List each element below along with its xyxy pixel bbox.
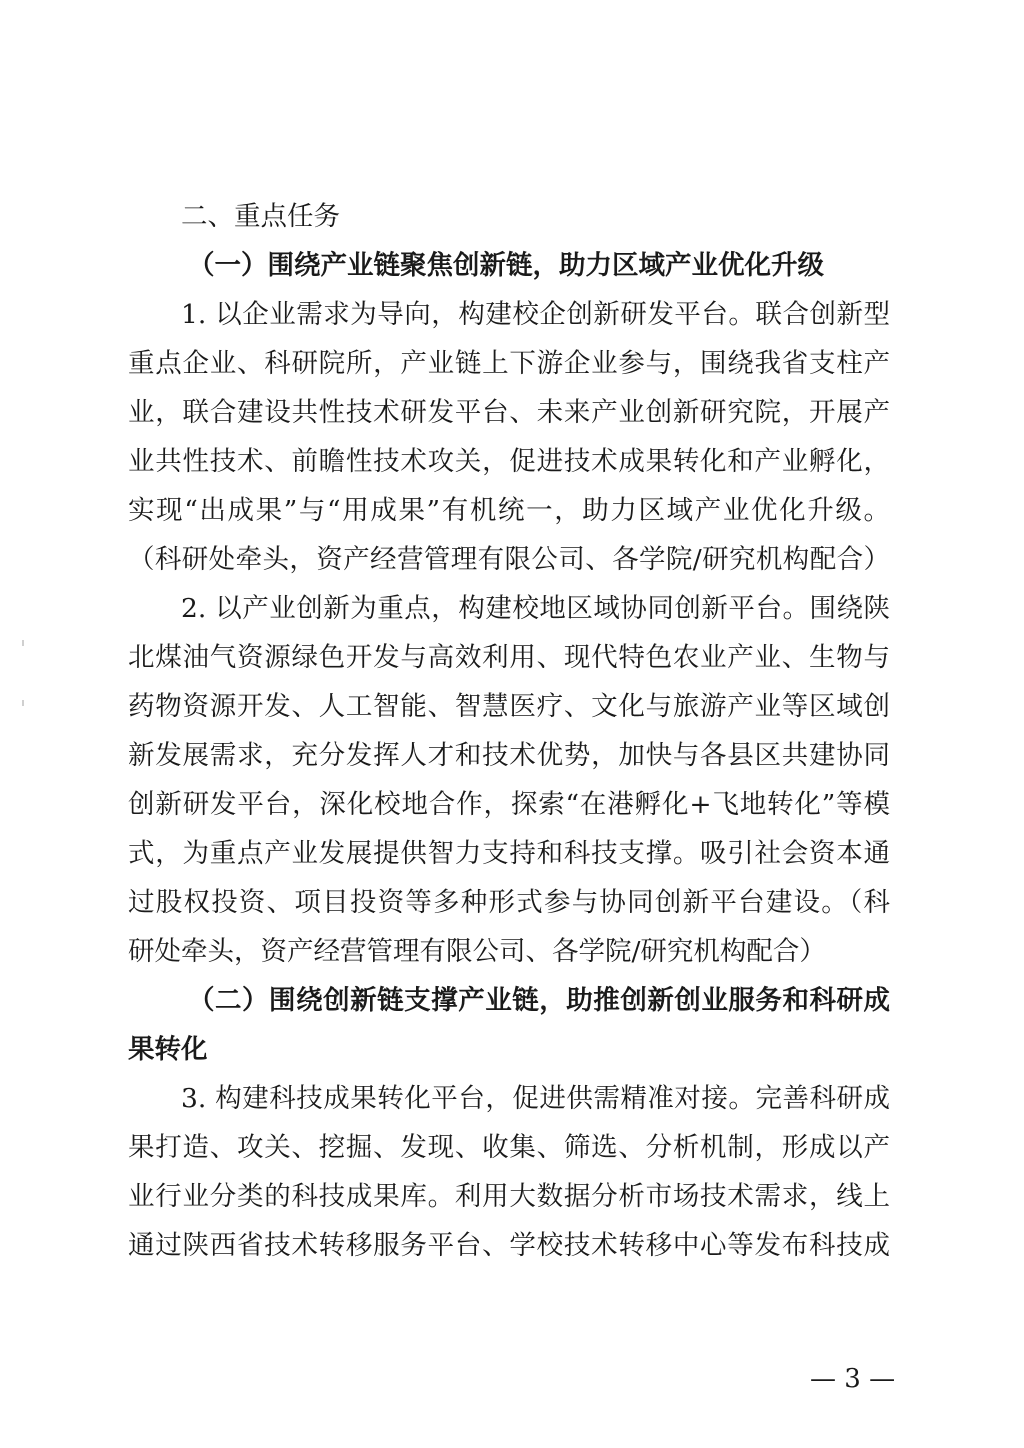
paragraph-line: 新发展需求，充分发挥人才和技术优势，加快与各县区共建协同 [128, 740, 890, 771]
paragraph-item-2 [128, 584, 890, 976]
paragraph-line: 研处牵头，资产经营管理有限公司、各学院/研究机构配合） [128, 936, 826, 967]
heading-line: （二）围绕创新链支撑产业链，助推创新创业服务和科研成 [188, 985, 890, 1016]
page-number: — 3 — [810, 1364, 896, 1394]
subsection-heading-2 [128, 976, 890, 1074]
paragraph-line: 果打造、攻关、挖掘、发现、收集、筛选、分析机制，形成以产 [128, 1132, 890, 1163]
paragraph-line: 业共性技术、前瞻性技术攻关，促进技术成果转化和产业孵化， [128, 446, 890, 477]
paragraph-line: 北煤油气资源绿色开发与高效利用、现代特色农业产业、生物与 [128, 642, 890, 673]
section-heading: 二、重点任务 [181, 201, 340, 232]
paragraph-line: 通过陕西省技术转移服务平台、学校技术转移中心等发布科技成 [128, 1230, 890, 1261]
paragraph-item-1 [128, 290, 890, 584]
paragraph-line: 式，为重点产业发展提供智力支持和科技支撑。吸引社会资本通 [128, 838, 890, 869]
subsection-heading-1: （一）围绕产业链聚焦创新链，助力区域产业优化升级 [188, 250, 824, 281]
paragraph-line: 过股权投资、项目投资等多种形式参与协同创新平台建设。（科 [128, 887, 890, 918]
paragraph-line: 药物资源开发、人工智能、智慧医疗、文化与旅游产业等区域创 [128, 691, 890, 722]
paragraph-line: 2. 以产业创新为重点，构建校地区域协同创新平台。围绕陕 [181, 593, 890, 624]
scan-mark [22, 640, 24, 646]
paragraph-item-3 [128, 1074, 890, 1270]
paragraph-line: 实现“出成果”与“用成果”有机统一，助力区域产业优化升级。 [128, 495, 890, 526]
paragraph-line: 创新研发平台，深化校地合作，探索“在港孵化+飞地转化”等模 [128, 789, 890, 820]
heading-line: 果转化 [128, 1034, 208, 1065]
scan-mark [22, 700, 24, 706]
paragraph-line: 业行业分类的科技成果库。利用大数据分析市场技术需求，线上 [128, 1181, 890, 1212]
page-body [128, 192, 890, 1270]
paragraph-line: （科研处牵头，资产经营管理有限公司、各学院/研究机构配合） [128, 544, 890, 575]
paragraph-line: 1. 以企业需求为导向，构建校企创新研发平台。联合创新型 [181, 299, 890, 330]
paragraph-line: 重点企业、科研院所，产业链上下游企业参与，围绕我省支柱产 [128, 348, 890, 379]
paragraph-line: 业，联合建设共性技术研发平台、未来产业创新研究院，开展产 [128, 397, 890, 428]
paragraph-line: 3. 构建科技成果转化平台，促进供需精准对接。完善科研成 [181, 1083, 890, 1114]
